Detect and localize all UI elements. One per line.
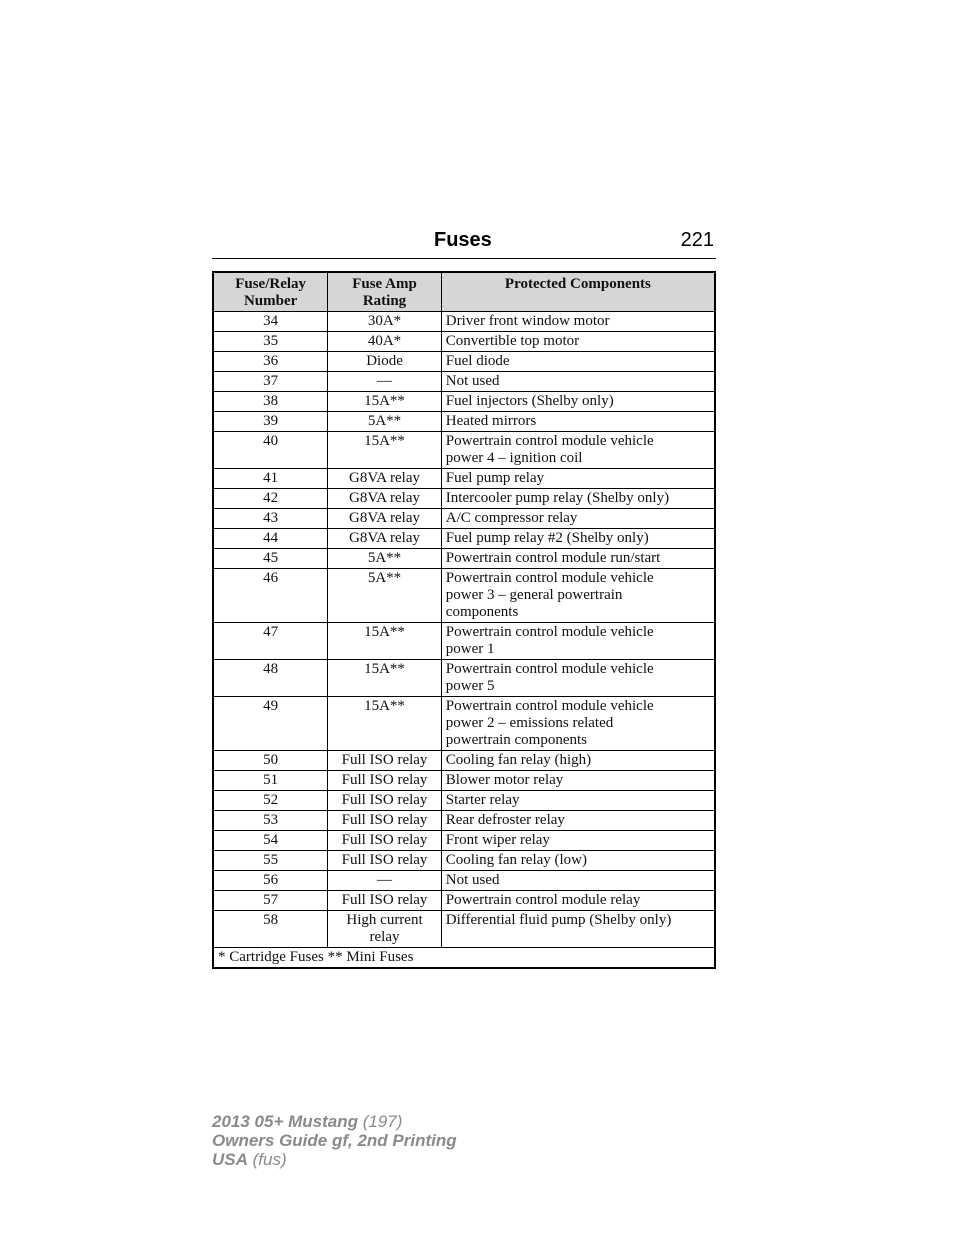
protected-component-cell <box>441 697 715 751</box>
fuse-number-cell: 42 <box>213 489 328 509</box>
fuse-number-cell: 41 <box>213 469 328 489</box>
fuse-number-cell: 46 <box>213 569 328 623</box>
table-row <box>213 831 715 851</box>
protected-component-cell: Fuel injectors (Shelby only) <box>441 392 715 412</box>
table-row <box>213 509 715 529</box>
fuse-number-cell: 48 <box>213 660 328 697</box>
table-body <box>213 312 715 948</box>
protected-component-cell <box>441 623 715 660</box>
cell-line: Powertrain control module vehicle <box>445 433 654 449</box>
fuse-number-cell: 39 <box>213 412 328 432</box>
fuse-number-cell: 35 <box>213 332 328 352</box>
page-number: 221 <box>680 229 714 251</box>
table-row <box>213 697 715 751</box>
amp-rating-cell: Full ISO relay <box>328 811 442 831</box>
fuse-number-cell: 45 <box>213 549 328 569</box>
amp-rating-cell: 5A** <box>328 549 442 569</box>
protected-component-cell: Heated mirrors <box>441 412 715 432</box>
amp-rating-cell: 15A** <box>328 392 442 412</box>
amp-rating-cell: 15A** <box>328 623 442 660</box>
header-line: Protected Components <box>504 276 651 292</box>
table-row <box>213 871 715 891</box>
header-line: Fuse/Relay <box>235 276 307 292</box>
fuse-number-cell: 55 <box>213 851 328 871</box>
footer-market: USA <box>212 1150 248 1169</box>
footer-line-2 <box>212 1131 457 1150</box>
footer-guide: Owners Guide gf, 2nd Printing <box>212 1131 457 1150</box>
amp-rating-cell: — <box>328 871 442 891</box>
protected-component-cell: Not used <box>441 871 715 891</box>
fuse-number-cell: 34 <box>213 312 328 332</box>
amp-rating-cell: Diode <box>328 352 442 372</box>
protected-component-cell <box>441 432 715 469</box>
table-row <box>213 751 715 771</box>
table-row <box>213 392 715 412</box>
cell-line: power 5 <box>445 678 495 694</box>
table-row <box>213 489 715 509</box>
amp-rating-cell: 15A** <box>328 697 442 751</box>
protected-component-cell: Fuel diode <box>441 352 715 372</box>
amp-rating-cell: G8VA relay <box>328 469 442 489</box>
table-row <box>213 332 715 352</box>
fuse-number-cell: 52 <box>213 791 328 811</box>
protected-component-cell: Differential fluid pump (Shelby only) <box>441 911 715 948</box>
fuse-number-cell: 43 <box>213 509 328 529</box>
page-footer <box>212 1112 457 1169</box>
table-row <box>213 911 715 948</box>
table-row <box>213 432 715 469</box>
cell-line: power 3 – general powertrain <box>445 587 623 603</box>
amp-rating-cell: G8VA relay <box>328 489 442 509</box>
protected-component-cell <box>441 569 715 623</box>
table-footnote-row <box>213 948 715 969</box>
fuse-number-cell: 49 <box>213 697 328 751</box>
amp-rating-cell: Full ISO relay <box>328 771 442 791</box>
table-row <box>213 312 715 332</box>
fuse-number-cell: 50 <box>213 751 328 771</box>
header-line: Number <box>243 293 298 309</box>
header-line: Fuse Amp <box>352 276 417 292</box>
footer-line-3 <box>212 1150 457 1169</box>
fuse-number-cell: 54 <box>213 831 328 851</box>
table-row <box>213 549 715 569</box>
fuse-number-cell: 40 <box>213 432 328 469</box>
protected-component-cell: Starter relay <box>441 791 715 811</box>
cell-line: Powertrain control module vehicle <box>445 661 654 677</box>
protected-component-cell <box>441 660 715 697</box>
table-footnote: * Cartridge Fuses ** Mini Fuses <box>213 948 715 969</box>
amp-rating-cell: Full ISO relay <box>328 751 442 771</box>
fuse-number-cell: 44 <box>213 529 328 549</box>
amp-rating-cell: 15A** <box>328 660 442 697</box>
cell-line: Powertrain control module vehicle <box>445 698 654 714</box>
protected-component-cell: Convertible top motor <box>441 332 715 352</box>
protected-component-cell: Powertrain control module relay <box>441 891 715 911</box>
protected-component-cell: Intercooler pump relay (Shelby only) <box>441 489 715 509</box>
footer-line-1 <box>212 1112 457 1131</box>
table-row <box>213 412 715 432</box>
protected-component-cell: Front wiper relay <box>441 831 715 851</box>
fuse-number-cell: 47 <box>213 623 328 660</box>
cell-line: High current <box>346 912 423 928</box>
fuse-number-cell: 58 <box>213 911 328 948</box>
table-row <box>213 372 715 392</box>
fuse-number-cell: 56 <box>213 871 328 891</box>
fuse-table <box>212 271 716 969</box>
amp-rating-cell: Full ISO relay <box>328 791 442 811</box>
header-line: Rating <box>362 293 407 309</box>
table-row <box>213 811 715 831</box>
cell-line: Powertrain control module vehicle <box>445 570 654 586</box>
table-row <box>213 771 715 791</box>
amp-rating-cell: Full ISO relay <box>328 851 442 871</box>
fuse-number-cell: 51 <box>213 771 328 791</box>
cell-line: powertrain components <box>445 732 588 748</box>
amp-rating-cell: G8VA relay <box>328 529 442 549</box>
amp-rating-cell: Full ISO relay <box>328 831 442 851</box>
cell-line: Powertrain control module vehicle <box>445 624 654 640</box>
column-header-fuse-relay-number <box>213 272 328 312</box>
fuse-number-cell: 38 <box>213 392 328 412</box>
protected-component-cell: Powertrain control module run/start <box>441 549 715 569</box>
table-header-row <box>213 272 715 312</box>
amp-rating-cell: G8VA relay <box>328 509 442 529</box>
table-row <box>213 623 715 660</box>
protected-component-cell: Driver front window motor <box>441 312 715 332</box>
amp-rating-cell: 30A* <box>328 312 442 332</box>
table-row <box>213 569 715 623</box>
amp-rating-cell <box>328 911 442 948</box>
amp-rating-cell: Full ISO relay <box>328 891 442 911</box>
table-row <box>213 791 715 811</box>
protected-component-cell: Blower motor relay <box>441 771 715 791</box>
table-row <box>213 529 715 549</box>
amp-rating-cell: 15A** <box>328 432 442 469</box>
fuse-number-cell: 37 <box>213 372 328 392</box>
amp-rating-cell: — <box>328 372 442 392</box>
footer-section-code: (fus) <box>252 1150 287 1169</box>
cell-line: relay <box>369 929 400 945</box>
cell-line: components <box>445 604 519 620</box>
fuse-number-cell: 36 <box>213 352 328 372</box>
protected-component-cell: Cooling fan relay (low) <box>441 851 715 871</box>
footer-model: 2013 05+ Mustang <box>212 1112 358 1131</box>
table-row <box>213 352 715 372</box>
fuse-number-cell: 53 <box>213 811 328 831</box>
cell-line: power 4 – ignition coil <box>445 450 583 466</box>
section-title: Fuses <box>434 229 492 251</box>
protected-component-cell: Cooling fan relay (high) <box>441 751 715 771</box>
amp-rating-cell: 40A* <box>328 332 442 352</box>
cell-line: power 1 <box>445 641 495 657</box>
protected-component-cell: Rear defroster relay <box>441 811 715 831</box>
protected-component-cell: Fuel pump relay <box>441 469 715 489</box>
table-row <box>213 469 715 489</box>
amp-rating-cell: 5A** <box>328 569 442 623</box>
footer-code: (197) <box>362 1112 403 1131</box>
page-header <box>212 228 716 259</box>
fuse-number-cell: 57 <box>213 891 328 911</box>
protected-component-cell: Not used <box>441 372 715 392</box>
column-header-fuse-amp-rating <box>328 272 442 312</box>
cell-line: power 2 – emissions related <box>445 715 614 731</box>
column-header-protected-components <box>441 272 715 312</box>
protected-component-cell: Fuel pump relay #2 (Shelby only) <box>441 529 715 549</box>
amp-rating-cell: 5A** <box>328 412 442 432</box>
protected-component-cell: A/C compressor relay <box>441 509 715 529</box>
table-row <box>213 851 715 871</box>
table-row <box>213 660 715 697</box>
table-row <box>213 891 715 911</box>
